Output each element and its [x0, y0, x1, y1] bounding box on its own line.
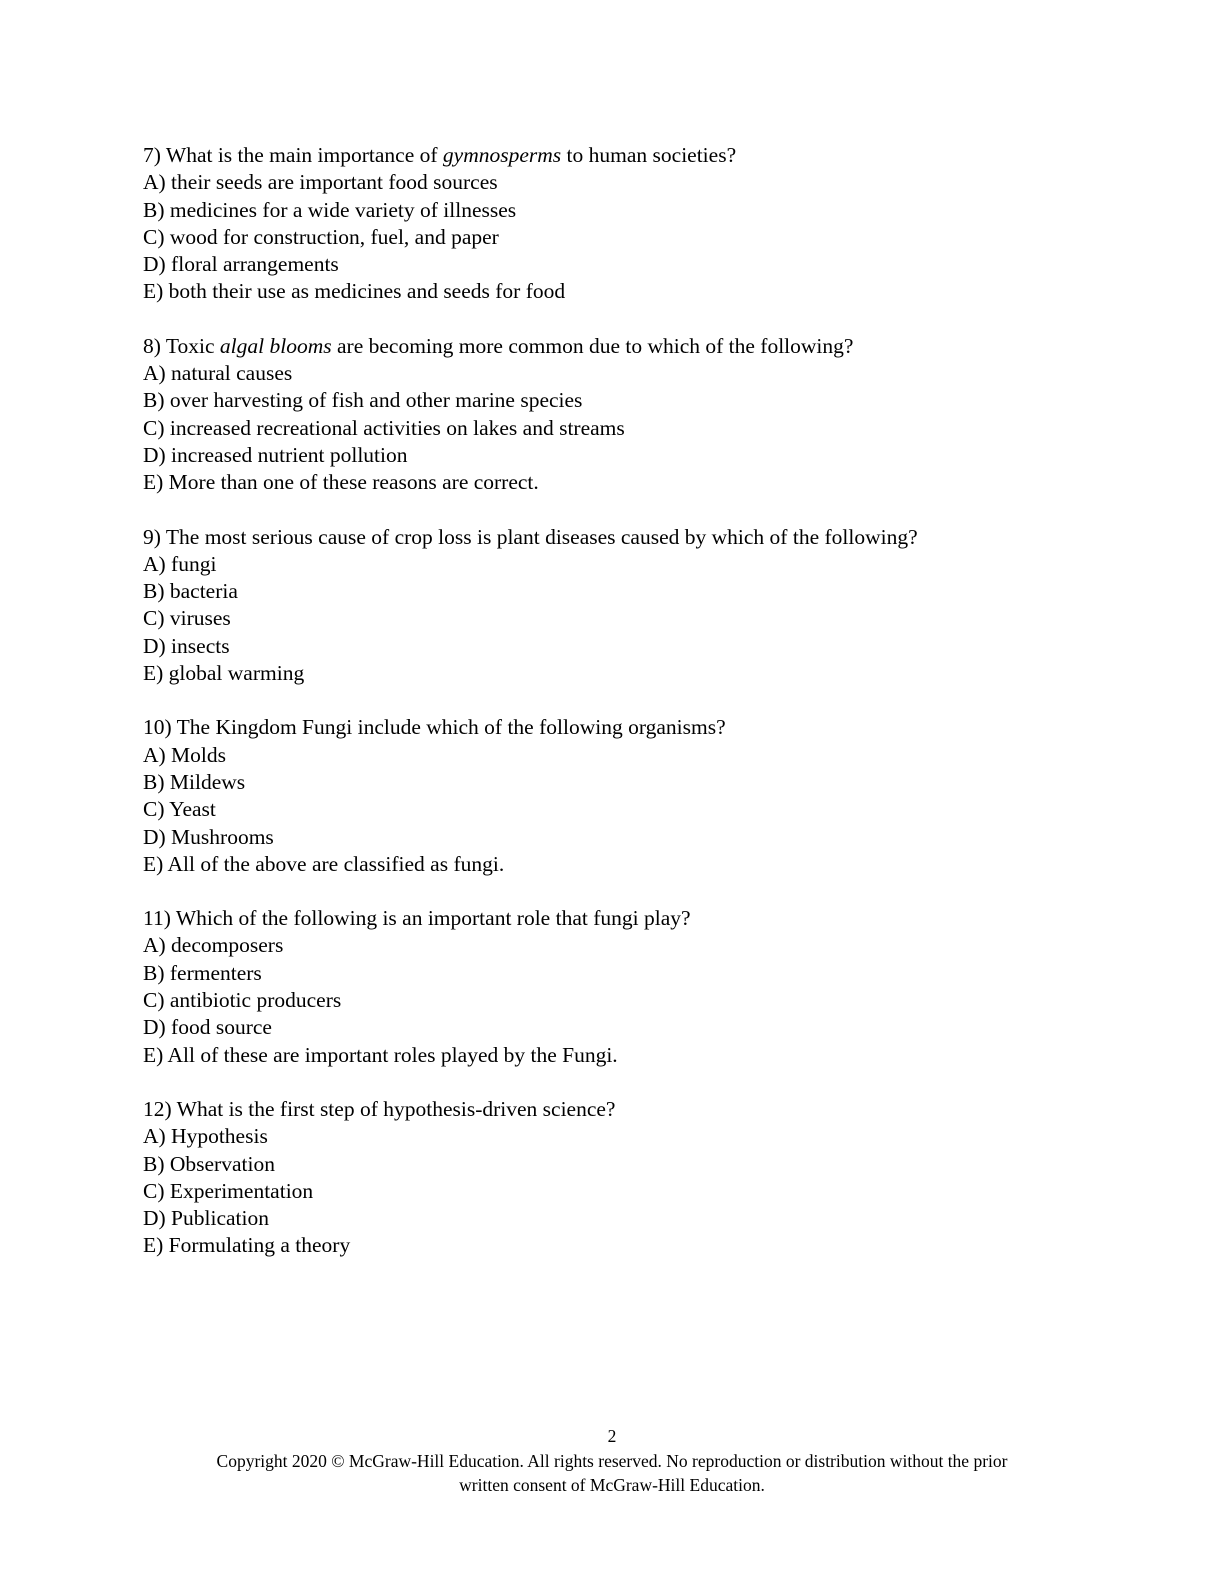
answer-option: D) floral arrangements [143, 252, 339, 277]
answer-option: C) Yeast [143, 797, 216, 822]
question-7 [143, 142, 1103, 306]
question-list [143, 142, 1103, 1287]
answer-option: B) over harvesting of fish and other marine species [143, 388, 583, 413]
answer-option: E) All of the above are classified as fungi. [143, 851, 505, 876]
answer-option: A) Hypothesis [143, 1124, 268, 1149]
answer-option: A) Molds [143, 742, 227, 767]
question-text: 10) The Kingdom Fungi include which of the following organisms? [143, 715, 726, 740]
question-8 [143, 333, 1103, 497]
copyright-line-1: Copyright 2020 © McGraw-Hill Education. All rights reserved. No reproduction or distribution without the prior [216, 1450, 1008, 1471]
question-11 [143, 905, 1103, 1069]
answer-option: A) decomposers [143, 933, 284, 958]
answer-option: B) Mildews [143, 769, 246, 794]
question-10 [143, 714, 1103, 878]
answer-option: D) Mushrooms [143, 824, 274, 849]
question-12 [143, 1096, 1103, 1260]
answer-option: B) Observation [143, 1151, 275, 1176]
answer-option: C) Experimentation [143, 1178, 314, 1203]
answer-option: A) fungi [143, 551, 217, 576]
copyright-line-2: written consent of McGraw-Hill Education. [459, 1475, 765, 1495]
question-text: 11) Which of the following is an important role that fungi play? [143, 906, 691, 931]
answer-option: C) viruses [143, 606, 231, 631]
question-text: 8) Toxic algal blooms are becoming more common due to which of the following? [143, 333, 854, 358]
question-text: 9) The most serious cause of crop loss is plant diseases caused by which of the following? [143, 524, 918, 549]
question-text: 12) What is the first step of hypothesis-driven science? [143, 1096, 616, 1121]
answer-option: E) both their use as medicines and seeds for food [143, 279, 566, 304]
answer-option: C) antibiotic producers [143, 988, 342, 1013]
answer-option: B) medicines for a wide variety of illnesses [143, 197, 517, 222]
answer-option: D) Publication [143, 1206, 269, 1231]
question-9 [143, 524, 1103, 688]
question-text: 7) What is the main importance of gymnosperms to human societies? [143, 143, 737, 167]
answer-option: B) bacteria [143, 579, 238, 604]
answer-option: B) fermenters [143, 960, 262, 985]
answer-option: E) global warming [143, 661, 305, 686]
page-number: 2 [607, 1426, 617, 1446]
answer-option: E) More than one of these reasons are correct. [143, 470, 539, 495]
page-footer [0, 1424, 1224, 1498]
answer-option: D) food source [143, 1015, 272, 1040]
answer-option: A) their seeds are important food sources [143, 170, 498, 195]
answer-option: C) wood for construction, fuel, and paper [143, 224, 499, 249]
answer-option: E) Formulating a theory [143, 1233, 351, 1258]
answer-option: C) increased recreational activities on lakes and streams [143, 415, 625, 440]
answer-option: D) insects [143, 633, 230, 658]
answer-option: D) increased nutrient pollution [143, 442, 408, 467]
answer-option: A) natural causes [143, 361, 293, 386]
answer-option: E) All of these are important roles played by the Fungi. [143, 1042, 618, 1067]
